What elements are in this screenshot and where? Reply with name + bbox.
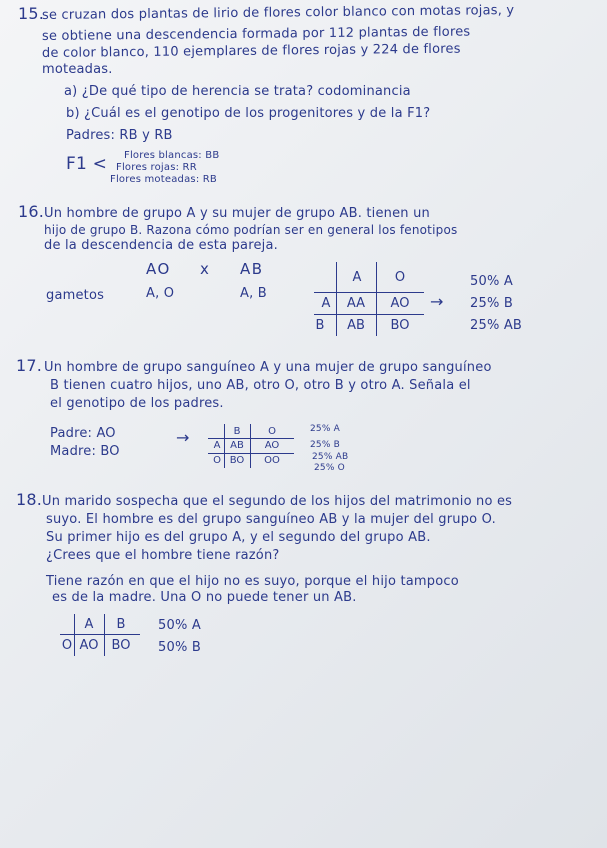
q17-cell-2-1: BO <box>229 455 245 466</box>
q16-gametos-left: A, O <box>146 286 175 301</box>
q15-number: 15. <box>18 4 45 23</box>
q16-gametos-right: A, B <box>240 286 267 301</box>
q16-cell-1-2: AO <box>390 296 410 311</box>
q17-number: 17. <box>16 356 43 375</box>
q18-number: 18. <box>16 490 43 509</box>
q17-result-4: 25% O <box>314 463 345 473</box>
q16-result-3: 25% AB <box>470 318 523 333</box>
q16-text-line-2: hijo de grupo B. Razona cómo podrían ser en general los fenotipos <box>44 223 458 237</box>
q18-row-header-1: O <box>61 638 73 653</box>
q16-cross-left: AO <box>146 260 171 278</box>
q18-answer-line-2: es de la madre. Una O no puede tener un AB. <box>52 590 357 605</box>
q18-answer-line-1: Tiene razón en que el hijo no es suyo, porque el hijo tampoco <box>46 574 459 589</box>
q18-result-2: 50% B <box>158 640 201 655</box>
q16-col-header-1: A <box>352 270 362 285</box>
q16-cell-2-2: BO <box>390 318 410 333</box>
q15-text-line-3: de color blanco, 110 ejemplares de flores rojas y 224 de flores <box>41 41 461 61</box>
q17-padre: Padre: AO <box>50 426 116 441</box>
q16-cell-1-1: AA <box>346 296 366 311</box>
q17-result-2: 25% B <box>310 440 341 450</box>
q15-padres: Padres: RB y RB <box>66 128 173 143</box>
q16-text-line-3: de la descendencia de esta pareja. <box>44 238 278 253</box>
q18-text-line-3: Su primer hijo es del grupo A, y el segundo del grupo AB. <box>46 530 431 545</box>
q17-result-3: 25% AB <box>312 452 349 462</box>
q16-text-line-1: Un hombre de grupo A y su mujer de grupo AB. tienen un <box>44 206 430 221</box>
q16-col-header-2: O <box>394 270 406 285</box>
q18-col-header-1: A <box>84 617 94 632</box>
q18-cell-1-1: AO <box>79 638 99 653</box>
q16-result-2: 25% B <box>470 296 513 311</box>
q16-result-1: 50% A <box>470 274 513 289</box>
q18-cell-1-2: BO <box>111 638 131 653</box>
q15-f1-item-3: Flores moteadas: RB <box>110 174 217 185</box>
q15-part-b: b) ¿Cuál es el genotipo de los progenitores y de la F1? <box>66 106 431 121</box>
q15-f1-item-1: Flores blancas: BB <box>124 150 220 161</box>
q16-cross-right: AB <box>240 260 264 278</box>
q17-col-header-2: O <box>268 426 276 437</box>
q17-cell-2-2: OO <box>264 455 280 466</box>
q16-cross-x: x <box>200 260 211 278</box>
q16-gametos-label: gametos <box>46 288 105 303</box>
q17-row-header-1: A <box>213 440 221 451</box>
q16-row-header-2: B <box>315 318 325 333</box>
q16-number: 16. <box>18 202 45 221</box>
q17-text-line-3: el genotipo de los padres. <box>50 396 224 411</box>
q17-arrow-icon: → <box>176 428 190 447</box>
q15-f1-item-2: Flores rojas: RR <box>116 162 197 173</box>
q16-row-header-1: A <box>321 296 331 311</box>
q18-col-header-2: B <box>116 617 126 632</box>
q17-text-line-1: Un hombre de grupo sanguíneo A y una mujer de grupo sanguíneo <box>44 360 492 375</box>
q18-text-line-1: Un marido sospecha que el segundo de los hijos del matrimonio no es <box>42 494 513 509</box>
q17-cell-1-2: AO <box>264 440 280 451</box>
q18-text-line-2: suyo. El hombre es del grupo sanguíneo AB y la mujer del grupo O. <box>46 512 496 527</box>
q17-cell-1-1: AB <box>230 440 244 451</box>
q18-text-line-4: ¿Crees que el hombre tiene razón? <box>46 548 280 563</box>
q17-col-header-1: B <box>233 426 241 437</box>
q15-text-line-4: moteadas. <box>42 62 113 77</box>
q16-cell-2-1: AB <box>347 318 365 333</box>
q17-result-1: 25% A <box>310 424 341 434</box>
q17-row-header-2: O <box>213 455 221 466</box>
q18-result-1: 50% A <box>158 618 201 633</box>
q15-text-line-1: se cruzan dos plantas de lirio de flores color blanco con motas rojas, y <box>41 3 515 23</box>
q15-f1-label: F1 < <box>66 154 108 174</box>
q15-text-line-2: se obtiene una descendencia formada por 112 plantas de flores <box>41 24 471 44</box>
q17-text-line-2: B tienen cuatro hijos, uno AB, otro O, otro B y otro A. Señala el <box>50 378 471 393</box>
q17-madre: Madre: BO <box>50 444 120 459</box>
q16-arrow-icon: → <box>430 292 444 311</box>
q15-part-a: a) ¿De qué tipo de herencia se trata? codominancia <box>64 84 411 99</box>
